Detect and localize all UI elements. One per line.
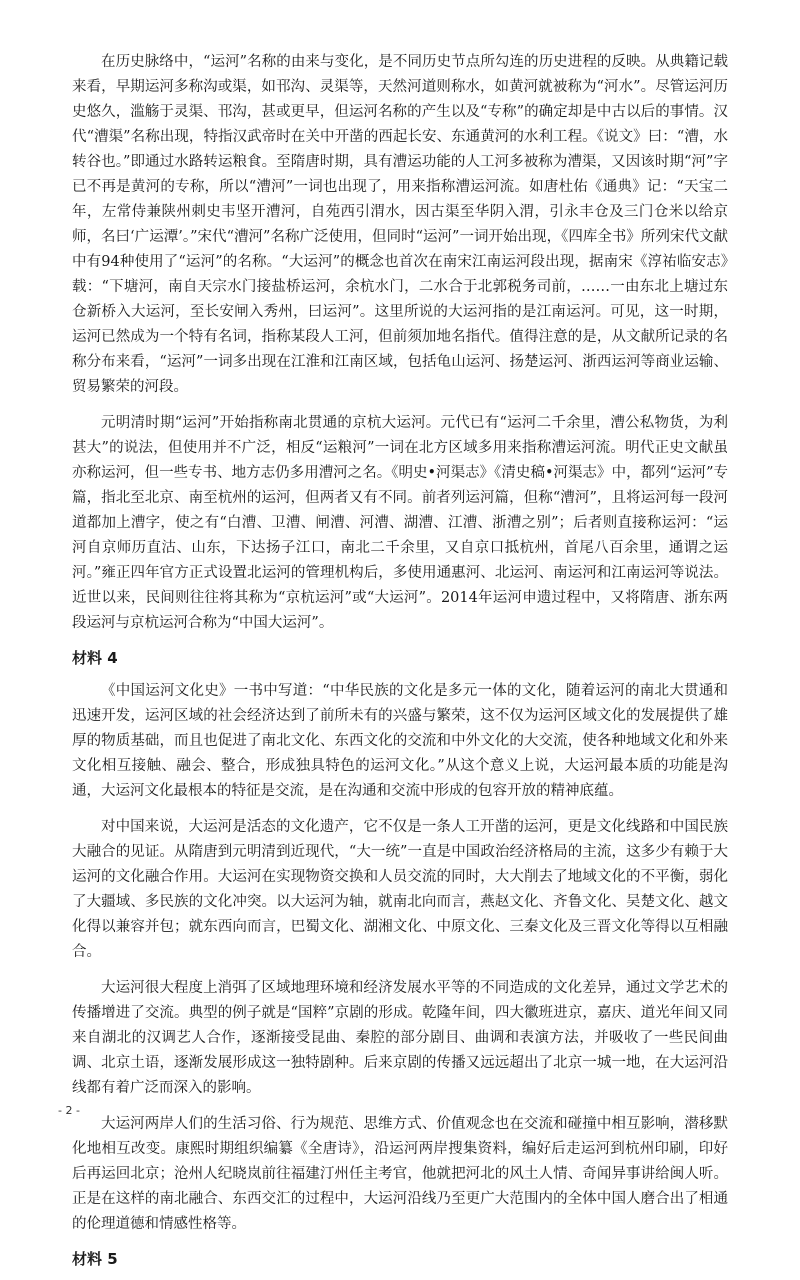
section-heading-material-5: 材料 5 (72, 1250, 118, 1268)
section-heading-material-4: 材料 4 (72, 649, 118, 667)
paragraph-peking-opera: 大运河很大程度上消弭了区域地理环境和经济发展水平等的不同造成的文化差异，通过文学艺术的传播增进了交流。典型的例子就是“国粹”京剧的形成。乾隆年间，四大徽班进京，嘉庆、道光年间又同来自湖北的汉调艺人合作，逐渐接受昆曲、秦腔的部分剧目、曲调和表演方法，并吸收了一些民间曲调、北京土语，逐渐发展形成这一独特剧种。后来京剧的传播又远远超出了北京一城一地，在大运河沿线都有着广泛而深入的影响。 (72, 980, 728, 1096)
paragraph-canal-culture-history: 《中国运河文化史》一书中写道：“中华民族的文化是多元一体的文化，随着运河的南北大贯通和迅速开发，运河区域的社会经济达到了前所未有的兴盛与繁荣，这不仅为运河区域文化的发展提供了雄厚的物质基础，而且也促进了南北文化、东西文化的交流和中外文化的大交流，使各种地域文化和外来文化相互接触、融会、整合，形成独具特色的运河文化。”从这个意义上说，大运河最本质的功能是沟通，大运河文化最根本的特征是交流，是在沟通和交流中形成的包容开放的精神底蕴。 (72, 683, 728, 799)
paragraph-naming-history: 在历史脉络中，“运河”名称的由来与变化，是不同历史节点所勾连的历史进程的反映。从典籍记载来看，早期运河多称沟或渠，如邗沟、灵渠等，天然河道则称水，如黄河就被称为“河水”。尽管运河历史悠久，滥觞于灵渠、邗沟，甚或更早，但运河名称的产生以及“专称”的确定却是中古以后的事情。汉代“漕渠”名称出现，特指汉武帝时在关中开凿的西起长安、东通黄河的水利工程。《说文》曰：“漕，水转谷也。”即通过水路转运粮食。至隋唐时期，具有漕运功能的人工河多被称为漕渠，又因该时期“河”字已不再是黄河的专称，所以“漕河”一词也出现了，用来指称漕运河流。如唐杜佑《通典》记：“天宝二年，左常侍兼陕州刺史韦坚开漕河，自苑西引渭水，因古渠至华阴入渭，引永丰仓及三门仓米以给京师，名曰‘广运潭’。”宋代“漕河”名称广泛使用，但同时“运河”一词开始出现，《四库全书》所列宋代文献中有94种使用了“运河”的名称。“大运河”的概念也首次在南宋江南运河段出现，据南宋《淳祐临安志》载：“下塘河，南自天宗水门接盐桥运河，余杭水门，二水合于北郭税务司前，……一由东北上塘过东仓新桥入大运河，至长安闸入秀州，曰运河”。这里所说的大运河指的是江南运河。可见，这一时期，运河已然成为一个特有名词，指称某段人工河，但前须加地名指代。值得注意的是，从文献所记录的名称分布来看，“运河”一词多出现在江淮和江南区域，包括龟山运河、扬楚运河、浙西运河等商业运输、贸易繁荣的河段。 (72, 54, 728, 395)
document-page (72, 50, 728, 1280)
page-number: - 2 - (58, 1104, 80, 1117)
paragraph-yuan-ming-qing: 元明清时期“运河”开始指称南北贯通的京杭大运河。元代已有“运河二千余里，漕公私物货，为利甚大”的说法，但使用并不广泛，相反“运粮河”一词在北方区域多用来指称漕运河流。明代正史文献虽亦称运河，但一些专书、地方志仍多用漕河之名。《明史•河渠志》《清史稿•河渠志》中，都列“运河”专篇，指北至北京、南至杭州的运河，但两者又有不同。前者列运河篇，但称“漕河”，且将运河每一段河道都加上漕字，使之有“白漕、卫漕、闸漕、河漕、湖漕、江漕、浙漕之别”；后者则直接称运河：“运河自京师历直沽、山东，下达扬子江口，南北二千余里，又自京口抵杭州，首尾八百余里，通谓之运河。”雍正四年官方正式设置北运河的管理机构后，多使用通惠河、北运河、南运河和江南运河等说法。近世以来，民间则往往将其称为“京杭运河”或“大运河”。2014年运河申遗过程中，又将隋唐、浙东两段运河与京杭运河合称为“中国大运河”。 (72, 415, 728, 631)
paragraph-customs-exchange: 大运河两岸人们的生活习俗、行为规范、思维方式、价值观念也在交流和碰撞中相互影响，潜移默化地相互改变。康熙时期组织编纂《全唐诗》，沿运河两岸搜集资料，编好后走运河到杭州印刷，印好后再运回北京；沧州人纪晓岚前往福建汀州任主考官，他就把河北的风土人情、奇闻异事讲给闽人听。正是在这样的南北融合、东西交汇的过程中，大运河沿线乃至更广大范围内的全体中国人磨合出了相通的伦理道德和情感性格等。 (72, 1116, 728, 1232)
paragraph-living-heritage: 对中国来说，大运河是活态的文化遗产，它不仅是一条人工开凿的运河，更是文化线路和中国民族大融合的见证。从隋唐到元明清到近现代，“大一统”一直是中国政治经济格局的主流，这多少有赖于大运河的文化融合作用。大运河在实现物资交换和人员交流的同时，大大削去了地域文化的不平衡，弱化了大疆域、多民族的文化冲突。以大运河为轴，就南北向而言，燕赵文化、齐鲁文化、吴楚文化、越文化得以兼容并包；就东西向而言，巴蜀文化、湖湘文化、中原文化、三秦文化及三晋文化等得以互相融合。 (72, 819, 728, 960)
